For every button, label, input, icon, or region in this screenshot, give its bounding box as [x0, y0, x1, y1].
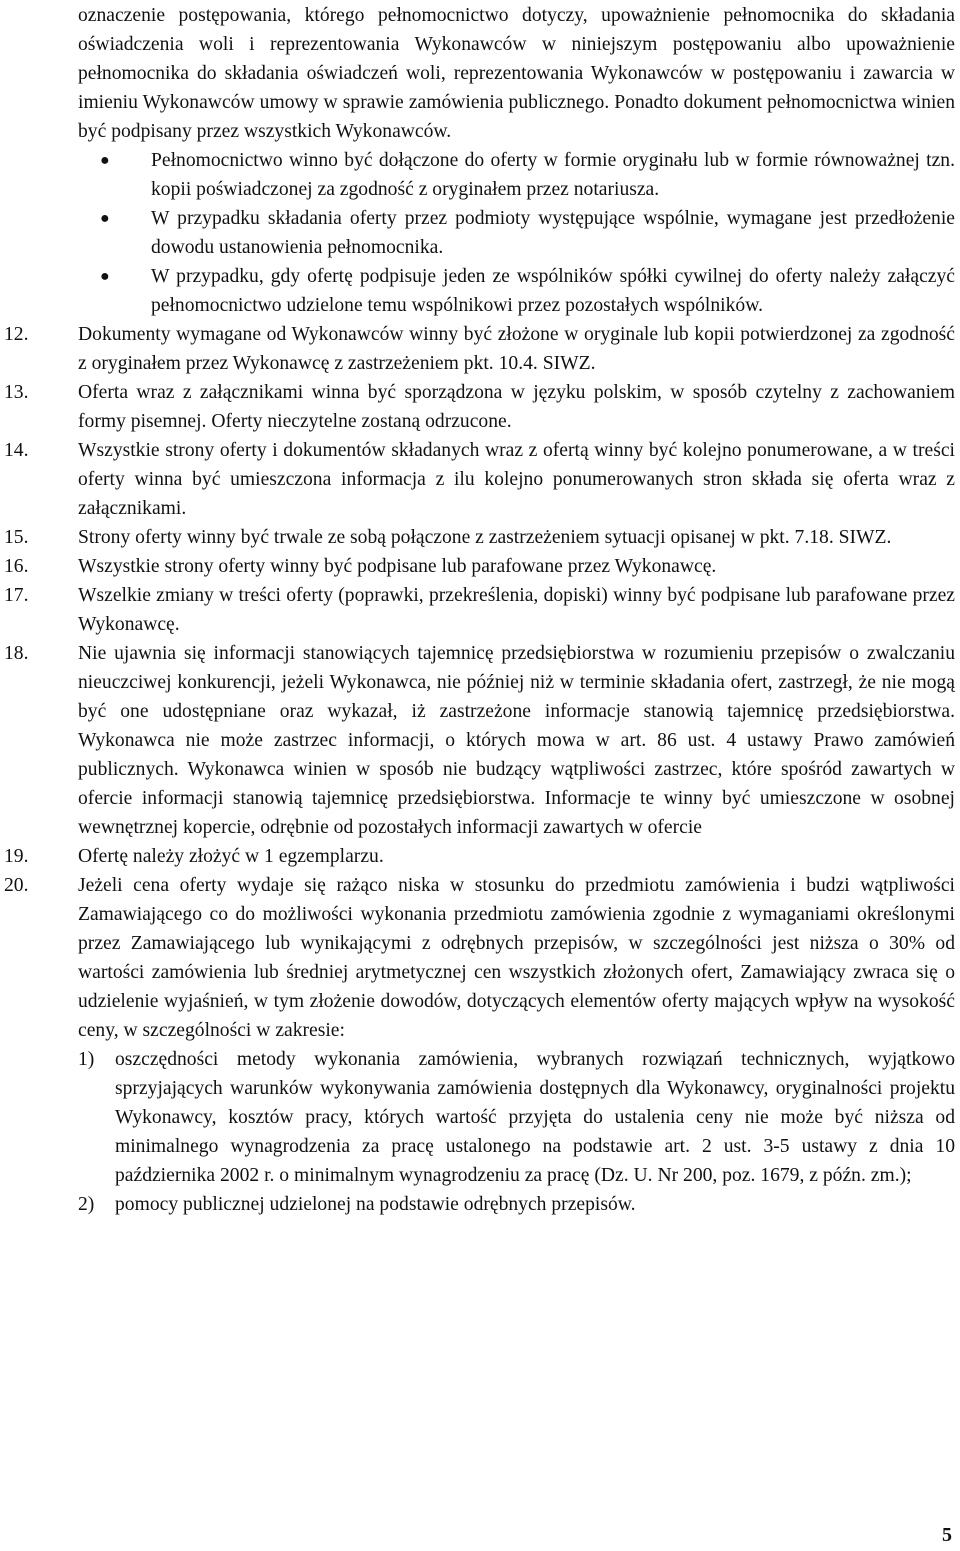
bullet-list	[78, 146, 955, 320]
bullet-text: Pełnomocnictwo winno być dołączone do oferty w formie oryginału lub w formie równoważnej tzn. kopii poświadczonej za zgodność z oryginałem przez notariusza.	[151, 150, 955, 200]
list-item	[4, 552, 955, 581]
bullet-item	[78, 146, 955, 204]
sub-item	[78, 1045, 955, 1190]
item-number: 12.	[4, 324, 29, 345]
list-item	[4, 639, 955, 842]
item-text: Nie ujawnia się informacji stanowiących tajemnicę przedsiębiorstwa w rozumieniu przepisów o zwalczaniu nieuczciwej konkurencji, jeżeli Wykonawca, nie później niż w terminie składania ofert, zastrzegł, że nie mogą być one udostępniane oraz wykazał, iż zastrzeżone informacje stanowią tajemnicę przedsiębiorstwa. Wykonawca nie może zastrzec informacji, o których mowa w art. 86 ust. 4 ustawy Prawo zamówień publicznych. Wykonawca winien w sposób nie budzący wątpliwości zastrzec, które spośród zawartych w ofercie informacji stanowią tajemnicę przedsiębiorstwa. Informacje te winny być umieszczone w osobnej wewnętrznej kopercie, odrębnie od pozostałych informacji zawartych w ofercie	[78, 643, 955, 838]
item-text: Oferta wraz z załącznikami winna być sporządzona w języku polskim, w sposób czytelny z zachowaniem formy pisemnej. Oferty nieczytelne zostaną odrzucone.	[78, 382, 955, 432]
item-number: 19.	[4, 846, 29, 867]
list-item	[4, 436, 955, 523]
sub-item-text: pomocy publicznej udzielonej na podstawie odrębnych przepisów.	[115, 1194, 636, 1215]
list-item	[4, 523, 955, 552]
sub-list	[78, 1045, 955, 1219]
list-item	[4, 871, 955, 1219]
item-text: Jeżeli cena oferty wydaje się rażąco niska w stosunku do przedmiotu zamówienia i budzi wątpliwości Zamawiającego co do możliwości wykonania przedmiotu zamówienia zgodnie z wymaganiami określonymi przez Zamawiającego lub wynikającymi z odrębnych przepisów, w szczególności jest niższa o 30% od wartości zamówienia lub średniej arytmetycznej cen wszystkich złożonych ofert, Zamawiający zwraca się o udzielenie wyjaśnień, w tym złożenie dowodów, dotyczących elementów oferty mających wpływ na wysokość ceny, w szczególności w zakresie:	[78, 875, 955, 1041]
item-text: Wszystkie strony oferty i dokumentów składanych wraz z ofertą winny być kolejno ponumerowane, a w treści oferty winna być umieszczona informacja z ilu kolejno ponumerowanych stron składa się oferta wraz z załącznikami.	[78, 440, 955, 519]
document-body	[4, 0, 955, 1219]
item-number: 14.	[4, 440, 29, 461]
list-item	[4, 842, 955, 871]
item-text: Strony oferty winny być trwale ze sobą połączone z zastrzeżeniem sytuacji opisanej w pkt. 7.18. SIWZ.	[78, 527, 892, 548]
bullet-icon: ●	[100, 152, 110, 169]
item-number: 13.	[4, 382, 29, 403]
item-text: Wszystkie strony oferty winny być podpisane lub parafowane przez Wykonawcę.	[78, 556, 717, 577]
intro-section	[78, 0, 955, 146]
numbered-list	[4, 320, 955, 1219]
bullet-item	[78, 262, 955, 320]
list-item	[4, 378, 955, 436]
item-number: 15.	[4, 527, 29, 548]
list-item	[4, 581, 955, 639]
item-text: Dokumenty wymagane od Wykonawców winny być złożone w oryginale lub kopii potwierdzonej za zgodność z oryginałem przez Wykonawcę z zastrzeżeniem pkt. 10.4. SIWZ.	[78, 324, 955, 374]
item-text: Ofertę należy złożyć w 1 egzemplarzu.	[78, 846, 384, 867]
item-number: 17.	[4, 585, 29, 606]
bullet-text: W przypadku składania oferty przez podmioty występujące wspólnie, wymagane jest przedłożenie dowodu ustanowienia pełnomocnika.	[151, 208, 955, 258]
sub-item-number: 2)	[78, 1194, 95, 1215]
item-number: 16.	[4, 556, 29, 577]
page-number: 5	[942, 1524, 952, 1546]
item-number: 18.	[4, 643, 29, 664]
sub-item-text: oszczędności metody wykonania zamówienia, wybranych rozwiązań technicznych, wyjątkowo sprzyjających warunków wykonywania zamówienia dostępnych dla Wykonawcy, oryginalności projektu Wykonawcy, kosztów pracy, których wartość przyjęta do ustalenia ceny nie może być niższa od minimalnego wynagrodzenia za pracę ustalonego na podstawie art. 2 ust. 3-5 ustawy z dnia 10 października 2002 r. o minimalnym wynagrodzeniu za pracę (Dz. U. Nr 200, poz. 1679, z późn. zm.);	[115, 1049, 955, 1186]
item-text: Wszelkie zmiany w treści oferty (poprawki, przekreślenia, dopiski) winny być podpisane lub parafowane przez Wykonawcę.	[78, 585, 955, 635]
bullet-icon: ●	[100, 268, 110, 285]
list-item	[4, 320, 955, 378]
sub-item	[78, 1190, 955, 1219]
sub-item-number: 1)	[78, 1049, 95, 1070]
bullet-text: W przypadku, gdy ofertę podpisuje jeden ze wspólników spółki cywilnej do oferty należy załączyć pełnomocnictwo udzielone temu wspólnikowi przez pozostałych wspólników.	[151, 266, 955, 316]
bullet-icon: ●	[100, 210, 110, 227]
intro-paragraph: oznaczenie postępowania, którego pełnomocnictwo dotyczy, upoważnienie pełnomocnika do składania oświadczenia woli i reprezentowania Wykonawców w niniejszym postępowaniu albo upoważnienie pełnomocnika do składania oświadczeń woli, reprezentowania Wykonawców w postępowaniu i zawarcia w imieniu Wykonawców umowy w sprawie zamówienia publicznego. Ponadto dokument pełnomocnictwa winien być podpisany przez wszystkich Wykonawców.	[78, 5, 955, 142]
bullet-item	[78, 204, 955, 262]
item-number: 20.	[4, 875, 29, 896]
